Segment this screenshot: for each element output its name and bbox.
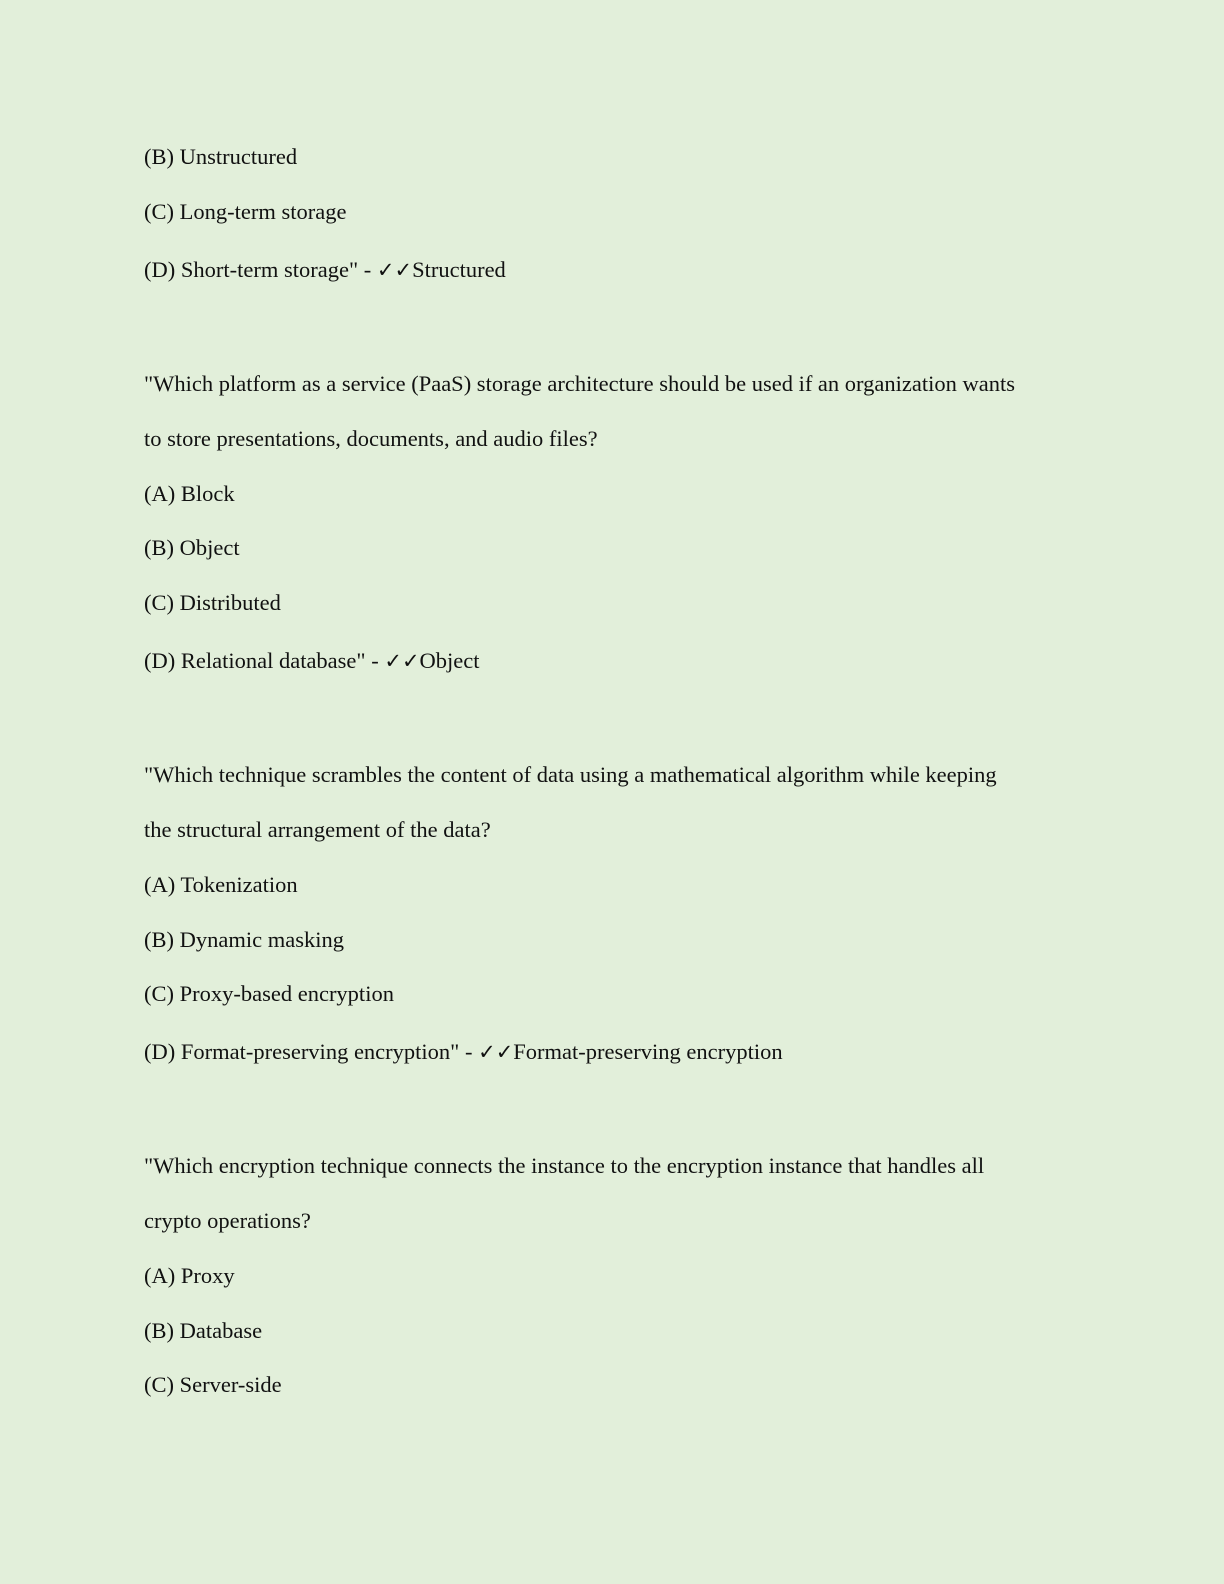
question-text-line-2: the structural arrangement of the data? [144,817,491,842]
option-c: (C) Proxy-based encryption [144,981,394,1006]
option-d-with-answer [144,647,480,675]
option-a: (A) Proxy [144,1263,235,1288]
option-d-with-answer [144,1038,783,1066]
option-c: (C) Distributed [144,590,281,615]
option-a: (A) Block [144,481,235,506]
option-b: (B) Object [144,535,240,560]
option-c: (C) Server-side [144,1372,282,1397]
question-text-line-1: "Which encryption technique connects the instance to the encryption instance that handles all [144,1153,985,1178]
option-b: (B) Dynamic masking [144,927,344,952]
option-d: (D) Format-preserving encryption" - [144,1039,479,1064]
answer-check-icon: ✓✓ [376,258,413,282]
option-b: (B) Database [144,1318,263,1343]
option-d: (D) Relational database" - [144,648,385,673]
option-d: (D) Short-term storage" - [144,257,377,282]
option-c: (C) Long-term storage [144,199,347,224]
answer-check-icon: ✓✓ [478,1040,514,1064]
option-d-with-answer [144,256,506,284]
answer-check-icon: ✓✓ [384,649,420,673]
option-b: (B) Unstructured [144,144,298,169]
question-text-line-1: "Which technique scrambles the content of data using a mathematical algorithm while keeping [144,762,997,787]
answer-text: Format-preserving encryption [513,1039,783,1064]
answer-text: Object [419,648,480,673]
question-text-line-2: crypto operations? [144,1208,311,1233]
question-text-line-1: "Which platform as a service (PaaS) storage architecture should be used if an organization wants [144,371,1015,396]
answer-text: Structured [412,257,506,282]
question-text-line-2: to store presentations, documents, and audio files? [144,426,598,451]
option-a: (A) Tokenization [144,872,298,897]
